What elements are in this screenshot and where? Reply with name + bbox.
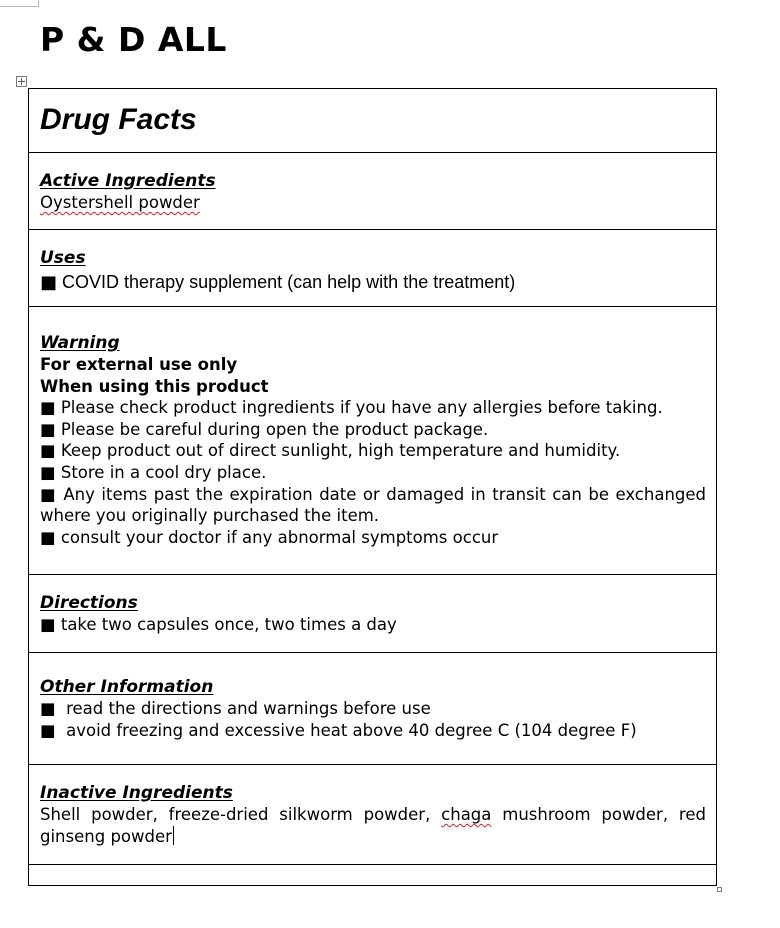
active-ingredients-text (40, 192, 706, 214)
warning-line-when-using: When using this product (40, 376, 269, 396)
warning-item-text: Any items past the expiration date or damaged in transit can be exchanged where you originally purchased the item. (40, 484, 707, 526)
active-ingredients-heading: Active Ingredients (40, 171, 216, 191)
warning-heading: Warning (40, 333, 120, 353)
spellcheck-flag: chaga (441, 805, 492, 824)
uses-heading: Uses (40, 248, 86, 268)
other-item-text: read the directions and warnings before use (66, 699, 431, 718)
spellcheck-flag: Oystershell powder (40, 193, 200, 212)
warning-item (40, 527, 706, 549)
bullet-square-icon: ■ (40, 441, 56, 461)
warning-item-text: Please be careful during open the product package. (60, 419, 489, 439)
table-resize-handle-icon[interactable] (717, 887, 722, 892)
other-information-heading: Other Information (40, 677, 214, 697)
bullet-square-icon: ■ (40, 527, 56, 547)
text-cursor (173, 826, 174, 845)
row-inactive-ingredients[interactable] (29, 765, 716, 865)
warning-item (40, 462, 706, 484)
inactive-text-part: Shell powder, freeze-dried silkworm powder, (40, 805, 442, 824)
table-move-handle-icon[interactable] (16, 76, 27, 87)
document-title: P & D ALL (40, 20, 227, 59)
row-directions[interactable] (29, 575, 716, 653)
inactive-text-part: mushroom powder, red ginseng powder (40, 805, 706, 846)
warning-item-text: Store in a cool dry place. (60, 462, 267, 482)
page-corner-mark (0, 0, 39, 7)
drug-facts-table (28, 88, 717, 886)
bullet-square-icon: ■ (40, 699, 56, 718)
bullet-square-icon: ■ (40, 419, 56, 439)
other-item-text: avoid freezing and excessive heat above 40 degree C (104 degree F) (66, 720, 637, 740)
bullet-square-icon: ■ (40, 272, 58, 293)
row-other-information[interactable] (29, 653, 716, 765)
warning-item-text: consult your doctor if any abnormal symptoms occur (60, 527, 499, 547)
uses-item (40, 272, 706, 294)
other-item (40, 720, 706, 742)
bullet-square-icon: ■ (40, 462, 56, 482)
warning-item (40, 440, 706, 462)
uses-item-text: COVID therapy supplement (can help with the treatment) (62, 272, 516, 292)
other-item (40, 698, 706, 720)
warning-item (40, 484, 706, 527)
bullet-square-icon: ■ (40, 484, 57, 504)
row-uses[interactable] (29, 230, 716, 307)
row-active-ingredients[interactable] (29, 153, 716, 230)
directions-heading: Directions (40, 593, 138, 613)
bullet-square-icon: ■ (40, 615, 56, 634)
bullet-square-icon: ■ (40, 720, 56, 740)
bullet-square-icon: ■ (40, 398, 56, 418)
warning-item-text: Keep product out of direct sunlight, high temperature and humidity. (60, 441, 621, 461)
warning-item (40, 419, 706, 441)
directions-item (40, 614, 706, 636)
inactive-ingredients-text[interactable] (40, 804, 706, 847)
warning-item-text: Please check product ingredients if you have any allergies before taking. (60, 398, 663, 418)
inactive-ingredients-heading: Inactive Ingredients (40, 783, 233, 803)
warning-item (40, 397, 706, 419)
warning-line-external: For external use only (40, 355, 238, 374)
row-warning[interactable] (29, 307, 716, 575)
row-empty[interactable] (29, 865, 716, 885)
directions-item-text: take two capsules once, two times a day (60, 615, 397, 634)
drug-facts-title: Drug Facts (40, 103, 197, 136)
row-title (29, 89, 716, 153)
